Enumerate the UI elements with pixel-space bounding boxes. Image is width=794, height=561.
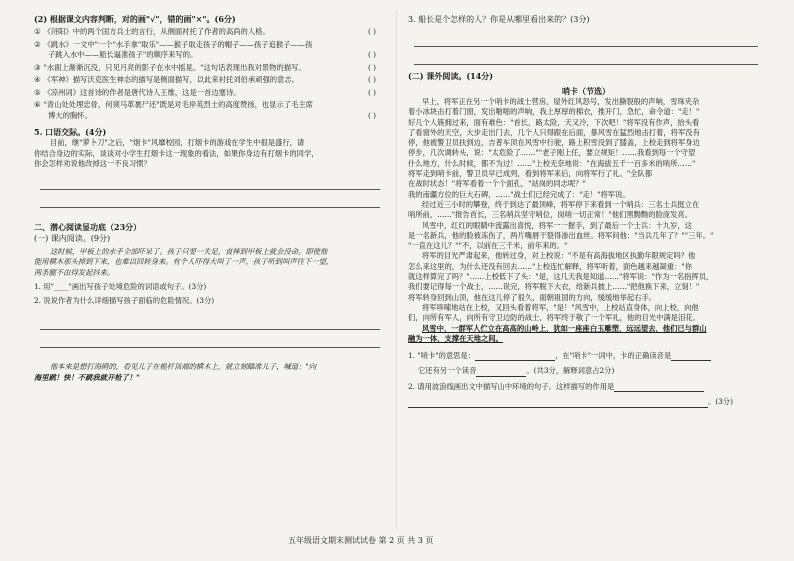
- passage-line: 好几个人簇拥过来，面有难色："首长，路太险，天又冷，下次吧！"将军没有作声，抬头看: [408, 117, 700, 127]
- right-passage: [408, 97, 764, 324]
- section-b-title: (二) 课外阅读。(14分): [408, 71, 494, 81]
- right-q1-other: 它还有另一个读音: [418, 366, 477, 376]
- q2-item-line: [34, 111, 386, 122]
- right-q2-line1: [408, 382, 764, 393]
- passage-line: 我们要记得每一个战士，……说完，将军脱下大衣，给新兵披上……"把他换下来，立刻！": [408, 282, 700, 292]
- q2-item-line: [34, 88, 386, 99]
- q2-item-text: "水面上渐渐沉没，只见月亮的影子在水中摇晃。"这句话表现出我对景物的描写。: [43, 62, 306, 72]
- q2-item-text: 《跳水》一文中"一个"水手拿"取乐"——猴子取走孩子的帽子——孩子追猴子——孩: [43, 39, 313, 49]
- section2-sub: (一) 课内阅读。(9分): [34, 233, 111, 243]
- column-divider: [396, 10, 397, 530]
- answer-paren[interactable]: ( ): [367, 50, 376, 59]
- passage-line: 们，向所有军人，向所有守卫边防的战士，将军终于敬了一个军礼，他的目光中满是泪花。: [408, 313, 700, 323]
- answer-paren[interactable]: ( ): [367, 87, 376, 97]
- q2-blank-continue[interactable]: [408, 407, 708, 408]
- right-column: [408, 14, 764, 408]
- passage-line: 早上，将军正在另一个哨卡的战士营房，屋外红风怒号，发出撕裂般的声响，雪珠夹杂: [422, 97, 700, 106]
- q2-item-text: 《军神》描写沃克医生神态的描写是侧面描写，以此来衬托刘伯承顽强的意志。: [43, 75, 299, 84]
- q2-item-text: 博大的胸怀。: [48, 110, 92, 120]
- passage-line: 经过近三小时的攀登，终于到达了最顶峰，将军停下来看到一个哨兵：三名士兵挺立在: [422, 199, 700, 209]
- q2-item-number: ②: [34, 39, 41, 49]
- answer-paren[interactable]: ( ): [367, 27, 376, 36]
- passage-ending: 融为一体，支撑在天地之间。: [408, 334, 503, 344]
- section2-q1: 1. 用"____"画出写孩子处境危险的词语或句子。(3分): [34, 282, 207, 291]
- passage-line: 这时候，甲板上的水手全部吓呆了。孩子只要一失足，直摔到甲板上就会没命。即使他: [50, 246, 328, 256]
- q5-title: 5. 口语交际。(4分): [34, 127, 107, 137]
- right-q1-label: 1. "哨卡"的意思是：: [408, 350, 476, 360]
- q2-item-line: [34, 75, 386, 86]
- q5-line: 目前，继"萝卜刀"之后，"烟卡"风靡校园，打烟卡的游戏在学生中很是盛行，请: [50, 138, 305, 147]
- answer-paren[interactable]: ( ): [367, 110, 376, 120]
- q2-item-number: ③: [34, 62, 41, 72]
- passage-line: 将军哆嗦地站在上校，又回头看着将军，"是！"风雪中，上校站直身体，向上校，向他: [422, 302, 699, 312]
- passage-line: 将军转身回到山顶，他在这儿停了很久，面朝祖国的方向，缓缓地举起右手。: [408, 292, 657, 302]
- q2-item-line: [34, 27, 386, 38]
- right-q1-score: 。(共3分，解释词意占2分): [526, 366, 615, 376]
- section2-title: 二、潜心阅读显功底（23分）: [34, 221, 142, 232]
- q2-item-number: ⑤: [34, 87, 41, 97]
- right-q3-answer-line[interactable]: [414, 33, 758, 47]
- q2-item-line: [34, 40, 386, 51]
- passage-line: 着小冰块击打着门窗，发出啪啪的声响，我上厚厚的棉衣，推开门，急忙，命令道："走！": [408, 107, 700, 117]
- section2-q2-answer-line[interactable]: [40, 334, 380, 348]
- q2-item-text: 《凉州词》这首诗的作者是唐代诗人王维，这是一首边塞诗。: [43, 87, 241, 97]
- q2-blank-purpose[interactable]: [614, 391, 704, 392]
- passage-line: 我的南疆方位的巨大石碑，……"战士们已经完成了："走！"将军说。: [408, 189, 630, 199]
- q5-line: 你会怎样劝说他改掉这一不良习惯？: [34, 159, 151, 168]
- passage-line: 两条腿不由得发起抖来。: [34, 267, 115, 277]
- q5-answer-line[interactable]: [40, 176, 380, 190]
- q2-title: (2) 根据课文内容判断，对的画"√"，错的画"×"。(6分): [34, 14, 236, 24]
- passage-line: 停，他被警卫员扶到边，吉普车顶在风雪中行驶，路上积雪没到了膝盖，上校走到将军身边: [408, 138, 700, 148]
- passage-title: 哨卡（节选）: [562, 86, 610, 96]
- passage-line: 风雪中，红红的眼睛中流露出喜悦，将军一一握手，到了最后一个士兵：十九岁，这: [422, 220, 692, 230]
- q2-item-text: 《浔阳》中的两个国方兵士的言行，从侧面衬托了作者的高尚的人格。: [43, 27, 270, 36]
- passage-line: 了看窗外的天空，大步走出门去，几个人只得跟在后面，暴风雪在猛烈地击打着，将军没有: [408, 127, 700, 137]
- passage-line: 是一名新兵，他的脸被冻伤了，两片嘴唇干裂得渗出血丝。将军问他："当兵几年了？""三年。": [408, 230, 714, 240]
- q5-answer-line[interactable]: [40, 194, 380, 208]
- passage-line: "一直在这儿？""不，以前在三千米，前年来的。": [408, 241, 568, 251]
- answer-paren[interactable]: ( ): [367, 62, 376, 72]
- right-q2-line2: [408, 397, 764, 408]
- passage-line: 怎么来这里的，为什么还没有回去……"上校连忙解释，将军听着，面色越来越凝重："你: [408, 261, 692, 271]
- right-q1-line2: [408, 366, 764, 377]
- q2-item-line: [34, 63, 386, 74]
- right-q1-mid: ，在"哨卡"一词中，卡的正确读音是: [555, 350, 672, 360]
- q2-item-number: ⑥: [34, 100, 41, 109]
- passage-line: 将军走到哨卡前，警卫员早已成列，看到将军来后，向将军行了礼。"全队都: [408, 169, 653, 179]
- q2-item-line: [34, 50, 386, 61]
- right-q3-answer-line[interactable]: [414, 51, 758, 65]
- passage-line: 在战时状态！"将军看着一个个面孔，"站岗的同志呢？": [408, 179, 586, 189]
- q1-blank-other-reading[interactable]: [476, 376, 526, 377]
- passage2-line: 他本来是想打海鸥的，看见儿子在桅杆顶端的横木上，就立刻瞄准儿子，喊道："向: [50, 362, 317, 371]
- q2-item-number: ④: [34, 75, 41, 84]
- page-footer: 五年级语文期末测试试卷 第 2 页 共 3 页: [288, 536, 434, 545]
- q1-blank-meaning[interactable]: [475, 360, 555, 361]
- q2-item-line: [34, 100, 386, 111]
- q2-items: [34, 27, 386, 121]
- q2-item-text: "青山处处埋忠骨，何须马革裹尸还"既是对毛岸英烈士的高度赞扬，也显示了毛主席: [43, 100, 313, 109]
- right-q2-score: 。(3分): [708, 397, 733, 407]
- passage-line: 就这样算完了吗？"……上校低下了头："是，这几天我是知道……"将军说："作为一名指挥员，: [408, 272, 714, 282]
- passage-ending: 风雪中，一群军人伫立在高高的山岭上，犹如一座座白玉雕塑，远远望去，他们已与群山: [422, 323, 707, 333]
- passage-line: 将军的目光严肃起来，他转过身，对上校说："不是有高海拔地区执勤年限规定吗？他: [422, 251, 696, 261]
- passage-line: 停步，几次调转头，说："太危险了……""老子刚上任，要立规矩！……我看到每一个守望: [408, 148, 696, 158]
- passage-line: 什么地方，什么时候，都不为过！……"上校无奈地说："在海拔五千一百多米的哨所……": [408, 158, 696, 168]
- passage-line: 哨所前，……"报告首长，三名哨兵坚守哨位，岗哨一切正常！"他们黑黝黝的脸庞发亮。: [408, 210, 692, 220]
- q1-blank-reading[interactable]: [671, 360, 711, 361]
- q2-item-number: ①: [34, 27, 41, 36]
- section2-q2: 2. 说说作者为什么详细描写孩子面临的危险情况。(3分): [34, 295, 215, 305]
- answer-paren[interactable]: ( ): [367, 75, 376, 84]
- passage-line: 能用横木那头掉到下来，也难以回转身来。有个人吓得大叫了一声，孩子听到叫声往下一望，: [34, 257, 334, 266]
- section2-q2-answer-line[interactable]: [40, 316, 380, 330]
- right-q1-line1: [408, 351, 764, 362]
- passage2-line: 海里跳！快！不跳我就开枪了！": [34, 372, 140, 382]
- q5-line: 你结合身边的实际，谈谈对小学生打烟卡这一现象的看法，如果你身边有打烟卡的同学，: [34, 148, 319, 158]
- right-q2-label: 2. 请用波浪线画出文中描写山中环境的句子。这样描写的作用是: [408, 381, 615, 391]
- left-column: [34, 14, 386, 383]
- q2-item-text: 子跳入水中——船长逼准孩子"的顺序来写的。: [48, 50, 198, 59]
- right-q3: 3. 船长是个怎样的人？你是从哪里看出来的？(3分): [408, 15, 590, 24]
